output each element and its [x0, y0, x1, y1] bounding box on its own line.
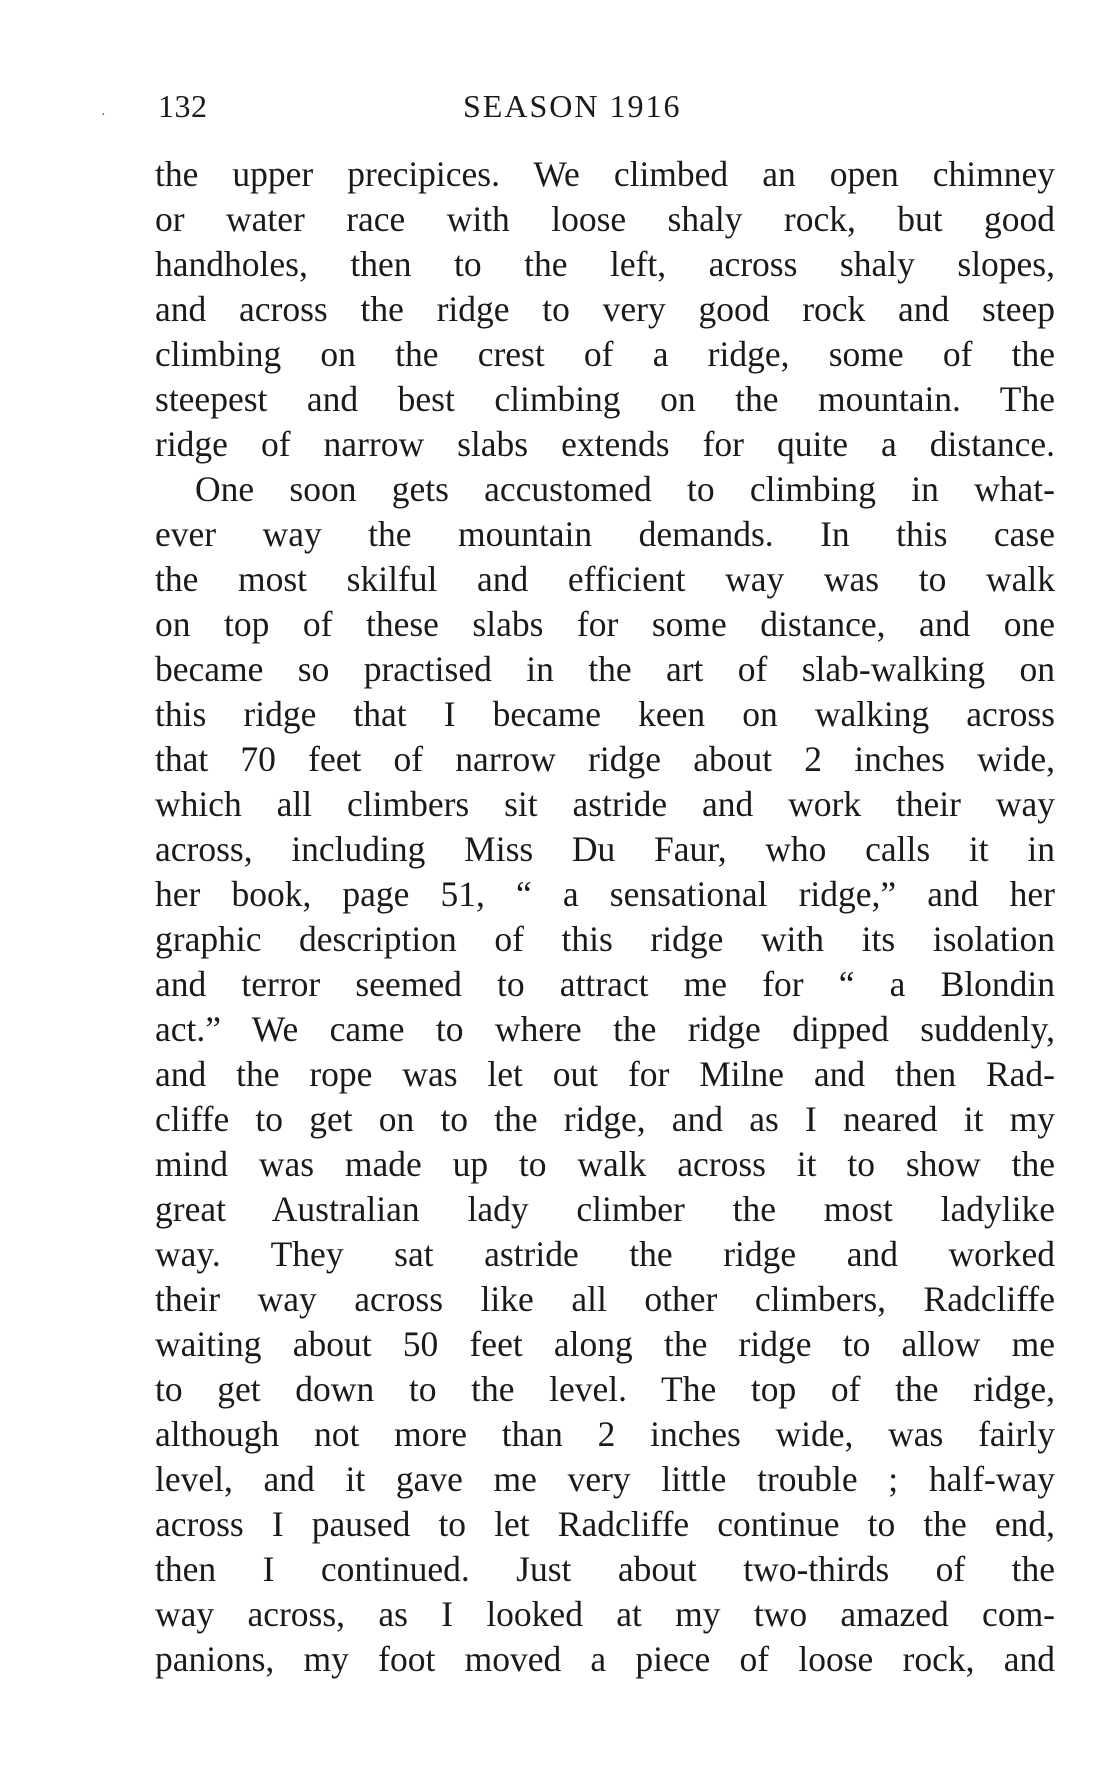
text-line: handholes, then to the left, across shaly slopes,: [155, 244, 1055, 284]
text-line: this ridge that I became keen on walking across: [155, 694, 1055, 734]
text-line: way across, as I looked at my two amazed com-: [155, 1594, 1055, 1634]
text-line: then I continued. Just about two-thirds of the: [155, 1549, 1055, 1589]
text-line: climbing on the crest of a ridge, some of the: [155, 334, 1055, 374]
text-line: that 70 feet of narrow ridge about 2 inches wide,: [155, 739, 1055, 779]
text-line: steepest and best climbing on the mountain. The: [155, 379, 1055, 419]
text-line: the upper precipices. We climbed an open chimney: [155, 154, 1055, 194]
text-line: across, including Miss Du Faur, who calls it in: [155, 829, 1055, 869]
text-line: graphic description of this ridge with its isolation: [155, 919, 1055, 959]
text-line: their way across like all other climbers, Radcliffe: [155, 1279, 1055, 1319]
text-line: and the rope was let out for Milne and then Rad-: [155, 1054, 1055, 1094]
text-line: to get down to the level. The top of the ridge,: [155, 1369, 1055, 1409]
text-line: and across the ridge to very good rock and steep: [155, 289, 1055, 329]
stray-mark: ·: [101, 108, 106, 123]
text-line: which all climbers sit astride and work their way: [155, 784, 1055, 824]
text-line: level, and it gave me very little trouble ; half-way: [155, 1459, 1055, 1499]
text-line: mind was made up to walk across it to show the: [155, 1144, 1055, 1184]
paragraph-start-line: One soon gets accustomed to climbing in what-: [195, 469, 1055, 509]
page-number: 132: [158, 88, 208, 124]
text-line: across I paused to let Radcliffe continue to the end,: [155, 1504, 1055, 1544]
text-line: became so practised in the art of slab-walking on: [155, 649, 1055, 689]
text-line: her book, page 51, “ a sensational ridge,” and her: [155, 874, 1055, 914]
page-header: [158, 88, 1053, 138]
text-line: way. They sat astride the ridge and worked: [155, 1234, 1055, 1274]
running-head: SEASON 1916: [463, 88, 682, 124]
text-line: panions, my foot moved a piece of loose rock, and: [155, 1639, 1055, 1679]
body-text: [155, 152, 1055, 1682]
text-line: ridge of narrow slabs extends for quite a distance.: [155, 424, 1055, 464]
text-line: the most skilful and efficient way was to walk: [155, 559, 1055, 599]
text-line: ever way the mountain demands. In this case: [155, 514, 1055, 554]
text-line: on top of these slabs for some distance, and one: [155, 604, 1055, 644]
text-line: although not more than 2 inches wide, was fairly: [155, 1414, 1055, 1454]
text-line: cliffe to get on to the ridge, and as I neared it my: [155, 1099, 1055, 1139]
text-line: and terror seemed to attract me for “ a Blondin: [155, 964, 1055, 1004]
text-line: waiting about 50 feet along the ridge to allow me: [155, 1324, 1055, 1364]
text-line: or water race with loose shaly rock, but good: [155, 199, 1055, 239]
text-line: great Australian lady climber the most ladylike: [155, 1189, 1055, 1229]
text-line: act.” We came to where the ridge dipped suddenly,: [155, 1009, 1055, 1049]
